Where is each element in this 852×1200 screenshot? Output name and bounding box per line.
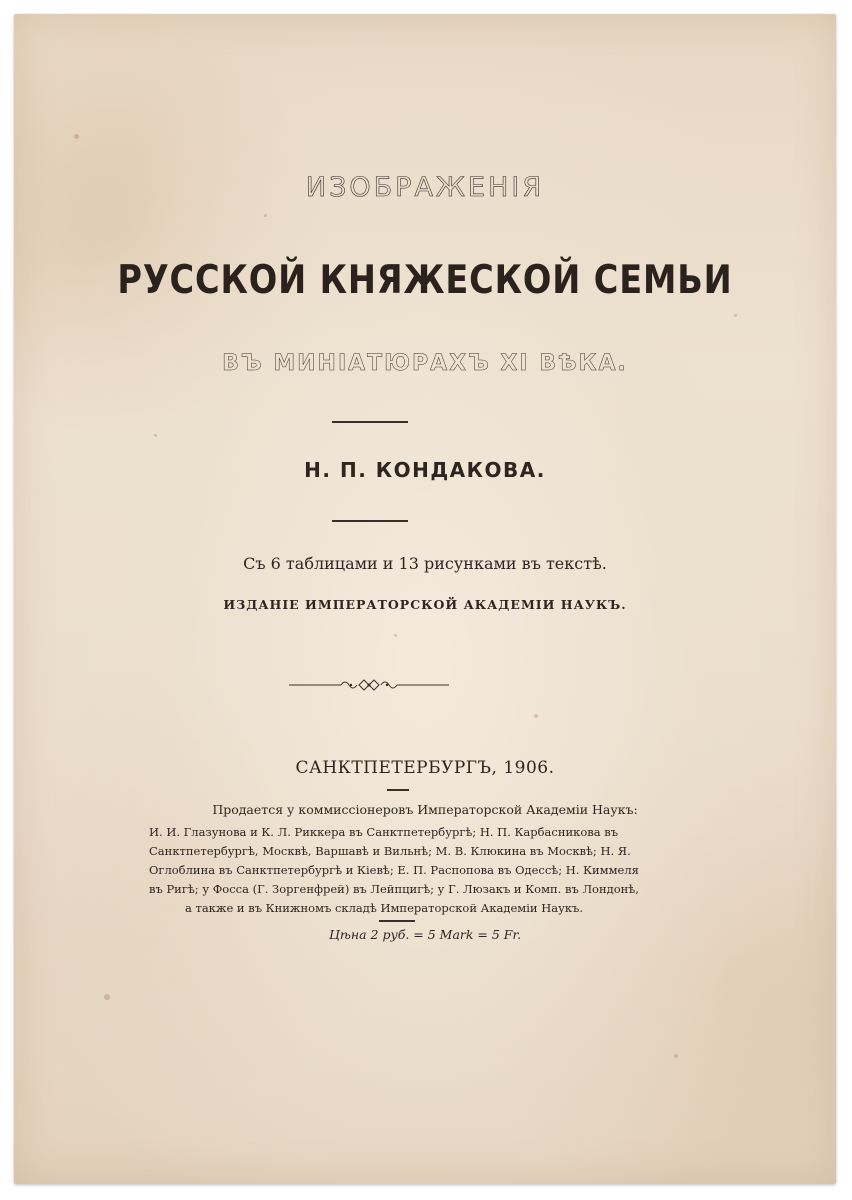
agents-line: а также и въ Книжномъ складѣ Императорской Академіи Наукъ. [184, 901, 584, 915]
foxing-spot [674, 1054, 678, 1058]
foxing-spot [154, 434, 157, 437]
imprint-city-year: САНКТПЕТЕРБУРГЪ, 1906. [295, 758, 555, 778]
foxing-spot [104, 994, 110, 1000]
foxing-spot [264, 214, 267, 217]
title-line-1: ИЗОБРАЖЕНІЯ [305, 172, 545, 203]
author: Н. П. КОНДАКОВА. [304, 458, 546, 482]
illustrations-note: Съ 6 таблицами и 13 рисунками въ текстѣ. [243, 554, 607, 573]
foxing-spot [74, 134, 79, 139]
price: Цѣна 2 руб. = 5 Mark = 5 Fr. [328, 927, 522, 942]
publisher: ИЗДАНІЕ ИМПЕРАТОРСКОЙ АКАДЕМІИ НАУКЪ. [223, 597, 627, 612]
title-line-2: РУССКОЙ КНЯЖЕСКОЙ СЕМЬИ [117, 258, 733, 303]
agents-line: Санктпетербургѣ, Москвѣ, Варшавѣ и Вильнѣ; М. В. Клюкина въ Москвѣ; Н. Я. [149, 844, 631, 858]
divider-rule [332, 421, 408, 423]
ornament-divider-icon [289, 674, 449, 696]
sold-by-line: Продается у коммиссіонеровъ Императорской Академіи Наукъ: [212, 802, 638, 817]
foxing-spot [734, 314, 737, 317]
divider-rule [387, 789, 409, 791]
divider-rule [332, 520, 408, 522]
foxing-spot [534, 714, 538, 718]
agents-line: Оглоблина въ Санктпетербургѣ и Кіевѣ; Е. П. Распопова въ Одессѣ; Н. Киммеля [149, 863, 639, 877]
agents-line: И. И. Глазунова и К. Л. Риккера въ Санктпетербургѣ; Н. П. Карбасникова въ [149, 825, 619, 839]
agents-line: въ Ригѣ; у Фосса (Г. Зоргенфрей) въ Лейпцигѣ; у Г. Люзакъ и Комп. въ Лондонѣ, [149, 882, 639, 896]
title-line-3: ВЪ МИНІАТЮРАХЪ XI ВѢКА. [222, 351, 628, 376]
title-page [14, 14, 836, 1184]
divider-rule [379, 920, 415, 922]
foxing-spot [394, 634, 397, 637]
